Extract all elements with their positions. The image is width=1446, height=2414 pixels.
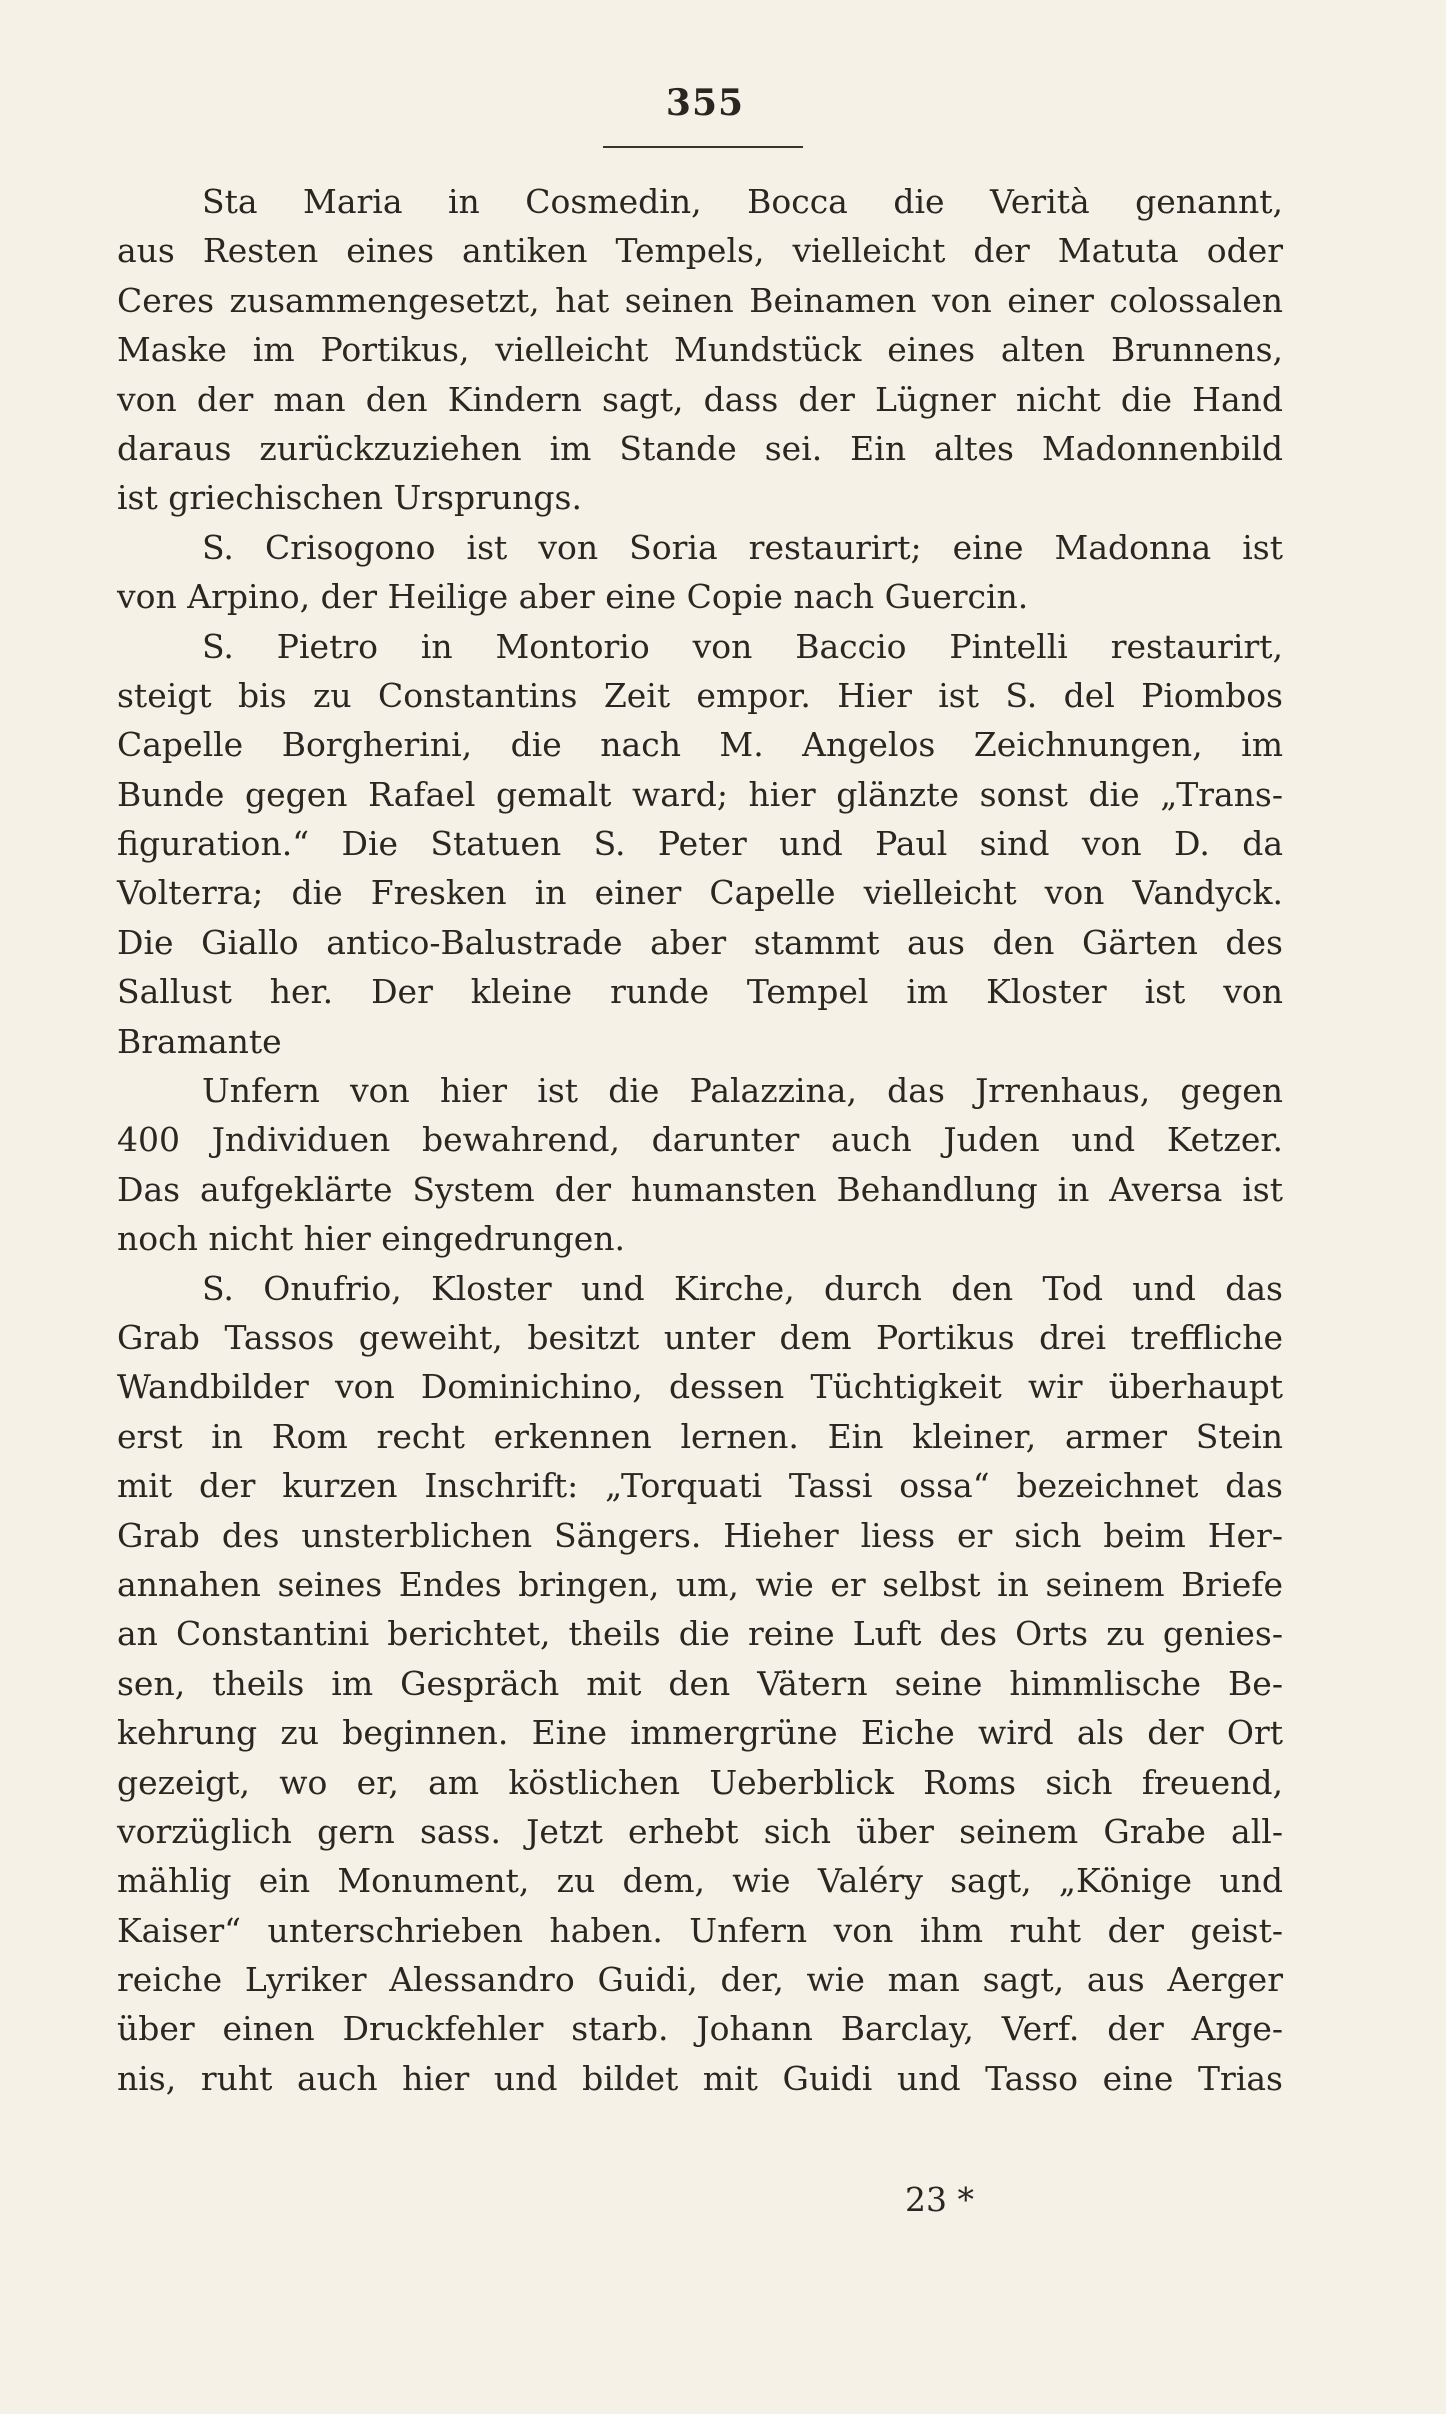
text-line: S. Onufrio, Kloster und Kirche, durch den Tod und das (202, 1268, 1283, 1308)
text-line: daraus zurückzuziehen im Stande sei. Ein altes Madonnenbild (117, 428, 1283, 468)
body-text (117, 177, 1283, 2103)
text-line: Maske im Portikus, vielleicht Mundstück eines alten Brunnens, (117, 330, 1283, 370)
header-rule (603, 146, 803, 148)
text-line: reiche Lyriker Alessandro Guidi, der, wie man sagt, aus Aerger (117, 1960, 1283, 2000)
text-line: mit der kurzen Inschrift: „Torquati Tassi ossa“ bezeichnet das (117, 1466, 1283, 1506)
text-line: Wandbilder von Dominichino, dessen Tüchtigkeit wir überhaupt (117, 1367, 1283, 1407)
text-line: von Arpino, der Heilige aber eine Copie nach Guercin. (117, 577, 1029, 617)
text-line: Unfern von hier ist die Palazzina, das Jrrenhaus, gegen (202, 1071, 1283, 1111)
text-line: 400 Jndividuen bewahrend, darunter auch Juden und Ketzer. (117, 1120, 1283, 1160)
text-line: annahen seines Endes bringen, um, wie er selbst in seinem Briefe (117, 1564, 1283, 1604)
text-line: über einen Druckfehler starb. Johann Barclay, Verf. der Arge- (117, 2009, 1283, 2049)
text-line: Sallust her. Der kleine runde Tempel im Kloster ist von (117, 972, 1283, 1012)
text-line: kehrung zu beginnen. Eine immergrüne Eiche wird als der Ort (117, 1713, 1283, 1753)
text-line: Volterra; die Fresken in einer Capelle vielleicht von Vandyck. (117, 873, 1283, 913)
text-line: noch nicht hier eingedrungen. (117, 1219, 626, 1259)
text-line: Sta Maria in Cosmedin, Bocca die Verità genannt, (202, 182, 1283, 221)
text-line: vorzüglich gern sass. Jetzt erhebt sich über seinem Grabe all- (117, 1811, 1283, 1851)
text-line: mählig ein Monument, zu dem, wie Valéry sagt, „Könige und (117, 1861, 1283, 1901)
text-line: Capelle Borgherini, die nach M. Angelos Zeichnungen, im (117, 725, 1283, 765)
text-line: steigt bis zu Constantins Zeit empor. Hier ist S. del Piombos (117, 675, 1283, 715)
text-line: Die Giallo antico-Balustrade aber stammt aus den Gärten des (117, 922, 1283, 962)
text-line: Bramante (117, 1021, 282, 1061)
text-line: Grab des unsterblichen Sängers. Hieher liess er sich beim Her- (117, 1515, 1283, 1555)
text-line: S. Crisogono ist von Soria restaurirt; eine Madonna ist (202, 527, 1283, 567)
text-line: sen, theils im Gespräch mit den Vätern seine himmlische Be- (117, 1663, 1283, 1703)
text-line: ist griechischen Ursprungs. (117, 478, 582, 518)
text-line: aus Resten eines antiken Tempels, vielleicht der Matuta oder (117, 231, 1283, 271)
text-line: Kaiser“ unterschrieben haben. Unfern von ihm ruht der geist- (117, 1910, 1283, 1950)
text-line: Bunde gegen Rafael gemalt ward; hier glänzte sonst die „Trans- (117, 774, 1283, 814)
text-line: S. Pietro in Montorio von Baccio Pintelli restaurirt, (202, 626, 1283, 666)
text-line: figuration.“ Die Statuen S. Peter und Paul sind von D. da (117, 824, 1283, 864)
text-line: Ceres zusammengesetzt, hat seinen Beinamen von einer colossalen (117, 280, 1283, 320)
text-line: von der man den Kindern sagt, dass der Lügner nicht die Hand (117, 379, 1283, 419)
signature-mark: 23 * (905, 2180, 974, 2219)
text-line: Grab Tassos geweiht, besitzt unter dem Portikus drei treffliche (117, 1317, 1283, 1357)
text-line: gezeigt, wo er, am köstlichen Ueberblick Roms sich freuend, (117, 1762, 1283, 1802)
page-number: 355 (665, 82, 745, 124)
text-line: erst in Rom recht erkennen lernen. Ein kleiner, armer Stein (117, 1416, 1283, 1456)
text-line: nis, ruht auch hier und bildet mit Guidi und Tasso eine Trias (117, 2058, 1283, 2098)
text-line: Das aufgeklärte System der humansten Behandlung in Aversa ist (117, 1169, 1283, 1209)
text-line: an Constantini berichtet, theils die reine Luft des Orts zu genies- (117, 1614, 1283, 1654)
